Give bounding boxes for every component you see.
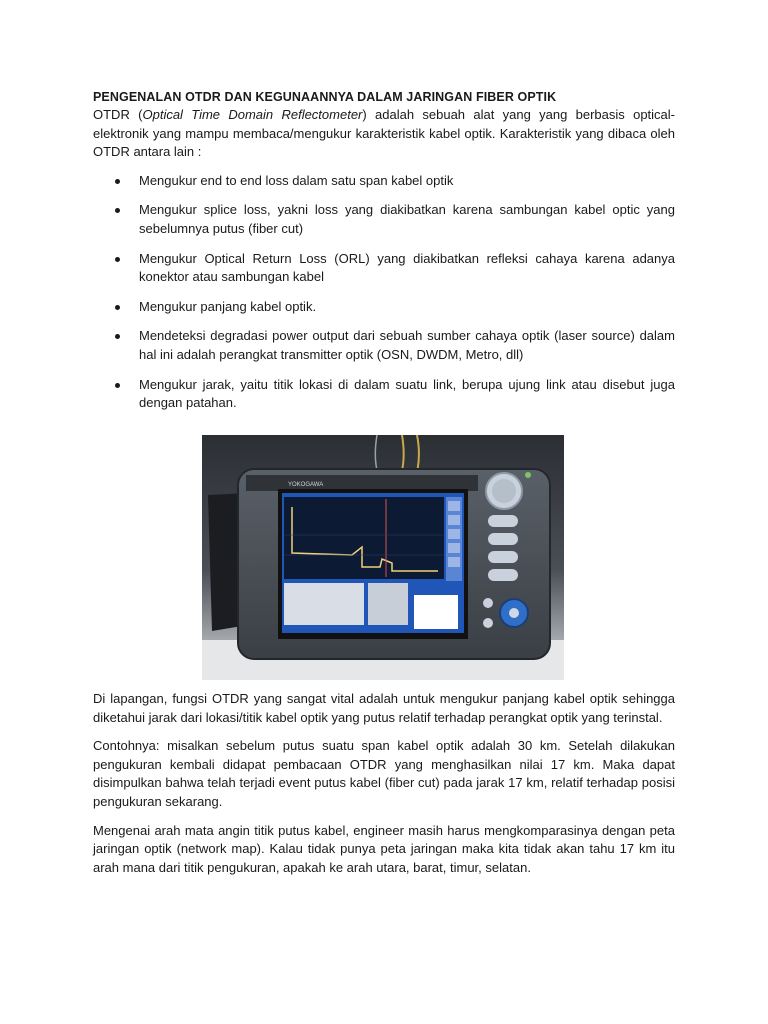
paragraph-field-function: Di lapangan, fungsi OTDR yang sangat vital adalah untuk mengukur panjang kabel optik sehingga diketahui jarak dari lokasi/titik kabel optik yang putus relatif terhadap perangkat optik yang terinstal.: [93, 691, 675, 725]
list-item: [93, 298, 675, 317]
bullet-icon: [115, 208, 120, 213]
device-brand-label: YOKOGAWA: [288, 482, 324, 488]
document-body-top: [93, 88, 675, 424]
paragraph-example: Contohnya: misalkan sebelum putus suatu span kabel optik adalah 30 km. Setelah dilakukan pengukuran kembali didapat pembacaan OTDR yang menghasilkan nilai 17 km. Maka dapat disimpulkan bahwa telah terjadi event putus kabel (fiber cut) pada jarak 17 km, relatif terhadap posisi pengukuran sekarang.: [93, 738, 675, 809]
intro-prefix: OTDR (: [93, 107, 143, 122]
list-item: [93, 376, 675, 413]
bullet-icon: [115, 305, 120, 310]
list-item: [93, 172, 675, 191]
intro-suffix: ) adalah sebuah alat yang yang berbasis optical-elektronik yang mampu membaca/mengukur karakteristik kabel optik. Karakteristik yang dibaca oleh OTDR antara lain :: [93, 107, 675, 160]
list-item-text: Mengukur end to end loss dalam satu span kabel optik: [139, 172, 454, 188]
paragraph-direction: Mengenai arah mata angin titik putus kabel, engineer masih harus mengkomparasinya dengan peta jaringan optik (network map). Kalau tidak punya peta jaringan maka kita tidak akan tahu 17 km itu arah mana dari titik pengukuran, apakah ke arah utara, barat, timur, selatan.: [93, 822, 675, 875]
list-item: [93, 201, 675, 238]
list-item: [93, 250, 675, 287]
document-body-bottom: [93, 690, 675, 887]
list-item-text: Mengukur splice loss, yakni loss yang diakibatkan karena sambungan kabel optic yang sebelumnya putus (fiber cut): [139, 202, 675, 236]
list-item-text: Mengukur Optical Return Loss (ORL) yang diakibatkan refleksi cahaya karena adanya konektor atau sambungan kabel: [139, 250, 675, 285]
feature-bullet-list: [93, 172, 675, 413]
bullet-icon: [115, 334, 120, 339]
bullet-icon: [115, 257, 120, 262]
bullet-icon: [115, 383, 120, 388]
list-item: [93, 327, 675, 364]
document-title: PENGENALAN OTDR DAN KEGUNAANNYA DALAM JARINGAN FIBER OPTIK: [93, 90, 557, 104]
otdr-device-photo: [202, 435, 564, 680]
list-item-text: Mengukur jarak, yaitu titik lokasi di dalam suatu link, berupa ujung link atau disebut juga dengan patahan.: [139, 376, 675, 411]
list-item-text: Mengukur panjang kabel optik.: [139, 298, 317, 314]
list-item-text: Mendeteksi degradasi power output dari sebuah sumber cahaya optik (laser source) dalam hal ini adalah perangkat transmitter optik (OSN, DWDM, Metro, dll): [139, 328, 675, 362]
intro-italic-term: Optical Time Domain Reflectometer: [142, 107, 363, 122]
intro-paragraph: [93, 106, 675, 162]
bullet-icon: [115, 179, 120, 184]
